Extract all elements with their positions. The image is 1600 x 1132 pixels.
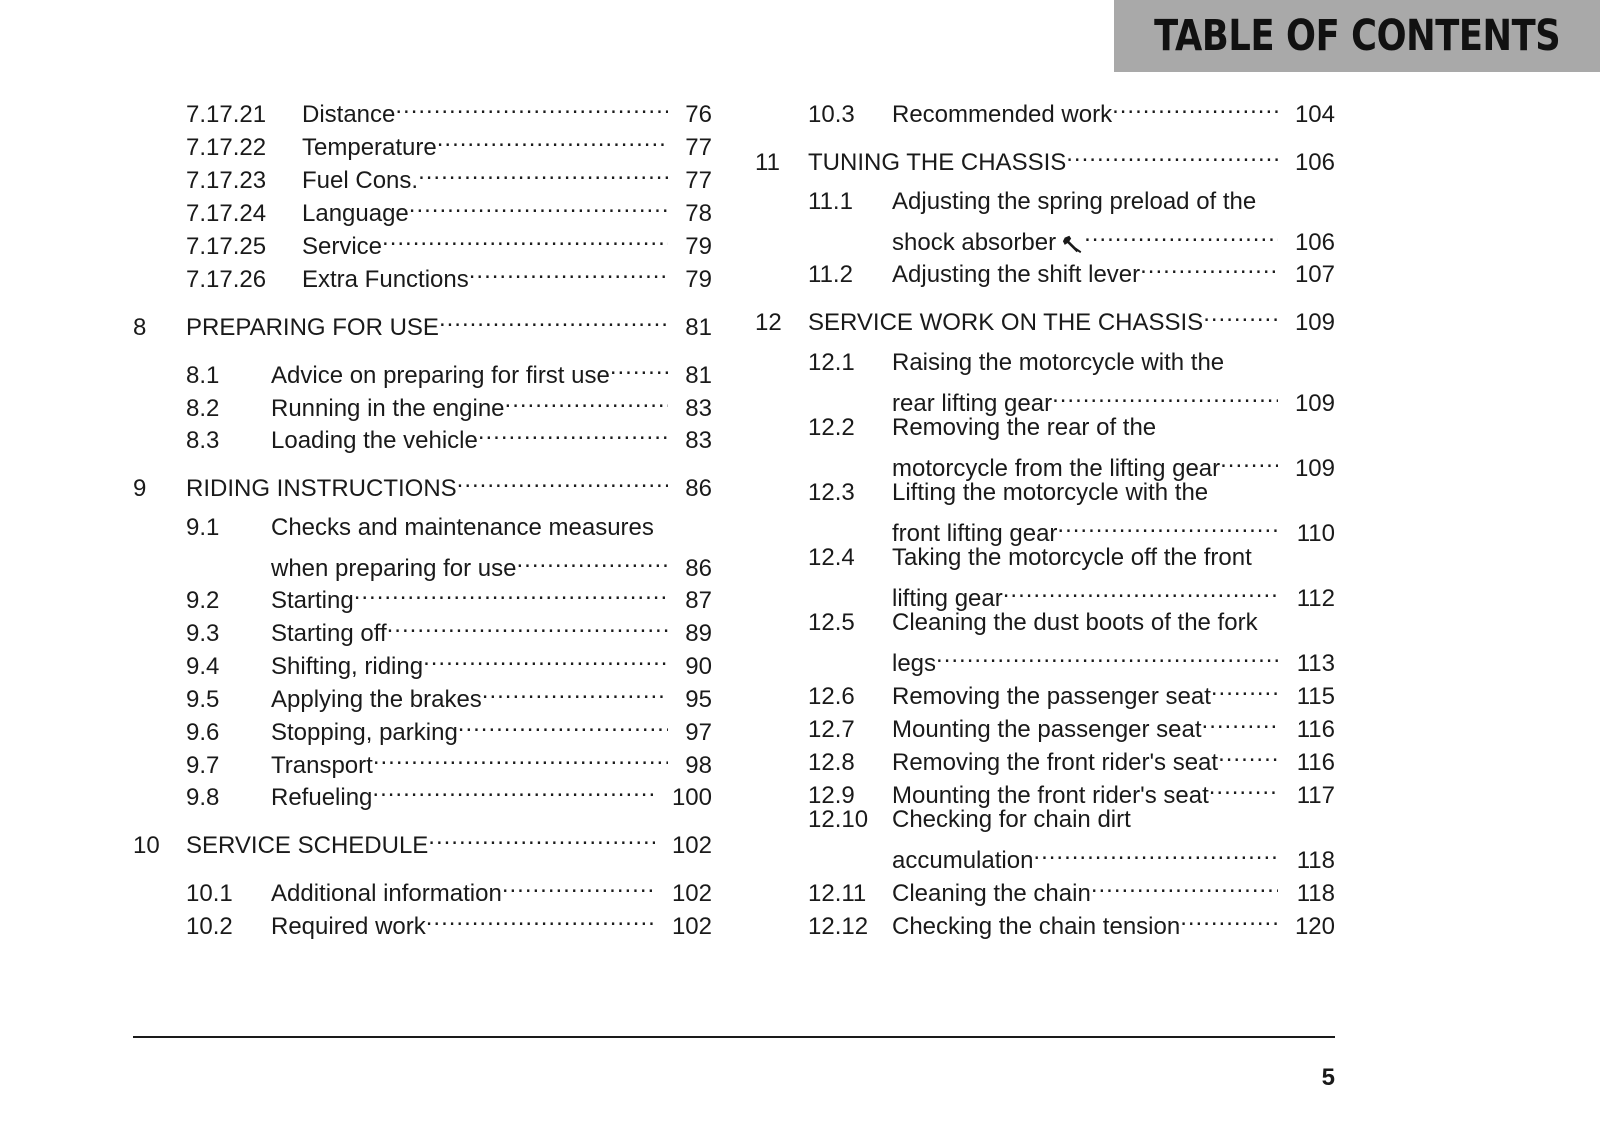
toc-entry-continuation[interactable] — [892, 218, 1335, 256]
toc-entry[interactable] — [186, 773, 712, 811]
toc-entry[interactable] — [808, 347, 1335, 379]
entry-page: 97 — [685, 719, 712, 746]
entry-page: 109 — [1294, 390, 1335, 417]
entry-page: 102 — [671, 913, 712, 940]
toc-chapter[interactable] — [133, 821, 712, 859]
toc-entry-continuation[interactable] — [271, 544, 712, 582]
entry-page: 106 — [1294, 229, 1335, 256]
chapter-number: 12 — [755, 309, 782, 336]
toc-chapter[interactable] — [755, 138, 1335, 176]
toc-entry[interactable] — [186, 416, 712, 454]
entry-page: 86 — [685, 555, 712, 582]
entry-number: 7.17.26 — [186, 266, 267, 293]
chapter-number: 8 — [133, 314, 147, 341]
dot-leader — [382, 222, 668, 254]
dot-leader — [395, 90, 668, 122]
entry-title: Checks and maintenance measures — [271, 514, 654, 541]
entry-title: Taking the motorcycle off the front — [892, 544, 1252, 571]
toc-entry[interactable] — [186, 222, 712, 260]
entry-title-continued: front lifting gear — [892, 520, 1058, 547]
entry-number: 7.17.24 — [186, 200, 267, 227]
toc-entry-continuation[interactable] — [892, 444, 1335, 482]
entry-title: Lifting the motorcycle with the — [892, 479, 1209, 506]
entry-page: 109 — [1294, 455, 1335, 482]
dot-leader — [1211, 672, 1278, 704]
entry-title: Adjusting the shift lever — [892, 261, 1141, 288]
entry-number: 9.5 — [186, 686, 220, 713]
dot-leader — [1180, 902, 1278, 934]
dot-leader — [1057, 509, 1278, 541]
dot-leader — [423, 642, 668, 674]
chapter-title: RIDING INSTRUCTIONS — [186, 475, 457, 502]
toc-entry[interactable] — [808, 542, 1335, 574]
entry-number: 11.1 — [808, 188, 853, 215]
entry-title: Required work — [271, 913, 426, 940]
entry-title: Cleaning the dust boots of the fork — [892, 609, 1258, 636]
entry-page: 77 — [685, 134, 712, 161]
entry-number: 7.17.23 — [186, 167, 267, 194]
entry-number: 9.3 — [186, 620, 220, 647]
toc-entry-continuation[interactable] — [892, 574, 1335, 612]
toc-entry[interactable] — [808, 477, 1335, 509]
entry-number: 7.17.21 — [186, 101, 267, 128]
toc-entry[interactable] — [808, 412, 1335, 444]
dot-leader — [936, 639, 1278, 671]
entry-title: Mounting the front rider's seat — [892, 782, 1209, 809]
section-header — [1114, 0, 1600, 72]
toc-entry[interactable] — [808, 738, 1335, 776]
toc-entry[interactable] — [808, 90, 1335, 128]
dot-leader — [1112, 90, 1278, 122]
entry-page: 83 — [685, 395, 712, 422]
entry-number: 9.4 — [186, 653, 220, 680]
chapter-title: PREPARING FOR USE — [186, 314, 439, 341]
entry-number: 12.4 — [808, 544, 855, 571]
toc-entry[interactable] — [186, 902, 712, 940]
entry-page: 87 — [685, 587, 712, 614]
entry-title: Additional information — [271, 880, 502, 907]
entry-number: 9.7 — [186, 752, 220, 779]
toc-chapter[interactable] — [755, 298, 1335, 336]
page-number: 5 — [1321, 1064, 1335, 1091]
toc-entry[interactable] — [808, 672, 1335, 710]
entry-number: 7.17.25 — [186, 233, 267, 260]
dot-leader — [1066, 138, 1278, 170]
chapter-title: TUNING THE CHASSIS — [808, 149, 1067, 176]
toc-entry[interactable] — [186, 741, 712, 779]
entry-number: 12.12 — [808, 913, 869, 940]
dot-leader — [457, 464, 668, 496]
entry-number: 12.9 — [808, 782, 855, 809]
entry-title: Temperature — [302, 134, 437, 161]
entry-title: Stopping, parking — [271, 719, 458, 746]
toc-entry[interactable] — [186, 708, 712, 746]
toc-entry[interactable] — [186, 609, 712, 647]
dot-leader — [469, 255, 668, 287]
entry-number: 7.17.22 — [186, 134, 267, 161]
toc-entry[interactable] — [186, 189, 712, 227]
entry-page: 95 — [685, 686, 712, 713]
chapter-title: SERVICE WORK ON THE CHASSIS — [808, 309, 1204, 336]
dot-leader — [1218, 738, 1278, 770]
entry-page: 81 — [685, 314, 712, 341]
toc-entry[interactable] — [808, 869, 1335, 907]
dot-leader — [1033, 836, 1278, 868]
toc-entry[interactable] — [808, 902, 1335, 940]
entry-page: 113 — [1296, 650, 1335, 677]
footer-divider — [133, 1036, 1335, 1038]
entry-number: 9.8 — [186, 784, 220, 811]
toc-chapter[interactable] — [133, 464, 712, 502]
dot-leader — [1003, 574, 1278, 606]
entry-number: 8.1 — [186, 362, 220, 389]
entry-page: 120 — [1294, 913, 1335, 940]
toc-entry-continuation[interactable] — [892, 836, 1335, 874]
toc-entry[interactable] — [186, 675, 712, 713]
entry-number: 12.3 — [808, 479, 855, 506]
entry-title: Checking the chain tension — [892, 913, 1181, 940]
dot-leader — [610, 351, 668, 383]
entry-number: 12.8 — [808, 749, 855, 776]
entry-page: 100 — [671, 784, 712, 811]
dot-leader — [426, 902, 655, 934]
entry-page: 102 — [671, 832, 712, 859]
dot-leader — [372, 773, 655, 805]
entry-title: Mounting the passenger seat — [892, 716, 1202, 743]
entry-title: Running in the engine — [271, 395, 505, 422]
toc-entry[interactable] — [186, 123, 712, 161]
entry-title: Service — [302, 233, 383, 260]
dot-leader — [387, 609, 668, 641]
entry-number: 9.6 — [186, 719, 220, 746]
toc-entry[interactable] — [186, 384, 712, 422]
toc-entry[interactable] — [186, 512, 712, 544]
entry-title-continued: when preparing for use — [271, 555, 517, 582]
entry-page: 118 — [1296, 847, 1335, 874]
entry-title: Advice on preparing for first use — [271, 362, 610, 389]
entry-number: 12.11 — [808, 880, 867, 907]
toc-entry[interactable] — [186, 90, 712, 128]
toc-entry[interactable] — [186, 255, 712, 293]
entry-page: 83 — [685, 427, 712, 454]
toc-entry[interactable] — [808, 804, 1335, 836]
entry-title-continued: accumulation — [892, 847, 1034, 874]
entry-title: Checking for chain dirt — [892, 806, 1131, 833]
entry-number: 9.1 — [186, 514, 220, 541]
entry-page: 116 — [1296, 716, 1335, 743]
entry-page: 81 — [685, 362, 712, 389]
entry-page: 117 — [1296, 782, 1335, 809]
entry-number: 10.3 — [808, 101, 855, 128]
entry-number: 8.3 — [186, 427, 220, 454]
dot-leader — [516, 544, 668, 576]
entry-title: Removing the passenger seat — [892, 683, 1211, 710]
dot-leader — [437, 123, 668, 155]
entry-page: 79 — [685, 233, 712, 260]
entry-title: Cleaning the chain — [892, 880, 1091, 907]
entry-title-continued: lifting gear — [892, 585, 1003, 612]
dot-leader — [505, 384, 668, 416]
dot-leader — [482, 675, 668, 707]
entry-page: 76 — [685, 101, 712, 128]
dot-leader — [418, 156, 668, 188]
entry-title: Language — [302, 200, 409, 227]
entry-title: Distance — [302, 101, 396, 128]
dot-leader — [1209, 771, 1278, 803]
entry-number: 10.2 — [186, 913, 233, 940]
entry-number: 12.6 — [808, 683, 855, 710]
entry-title: Starting — [271, 587, 354, 614]
entry-page: 90 — [685, 653, 712, 680]
entry-number: 12.1 — [808, 349, 855, 376]
entry-title: Removing the front rider's seat — [892, 749, 1219, 776]
dot-leader — [1203, 298, 1278, 330]
entry-page: 109 — [1294, 309, 1335, 336]
toc-entry[interactable] — [808, 705, 1335, 743]
entry-title: Recommended work — [892, 101, 1113, 128]
toc-entry-continuation[interactable] — [892, 639, 1335, 677]
dot-leader — [439, 303, 668, 335]
entry-page: 86 — [685, 475, 712, 502]
entry-title-continued: motorcycle from the lifting gear — [892, 455, 1221, 482]
chapter-number: 9 — [133, 475, 147, 502]
toc-entry-continuation[interactable] — [892, 509, 1335, 547]
entry-page: 115 — [1296, 683, 1335, 710]
dot-leader — [1140, 250, 1278, 282]
entry-page: 98 — [685, 752, 712, 779]
chapter-title: SERVICE SCHEDULE — [186, 832, 429, 859]
toc-entry[interactable] — [186, 642, 712, 680]
entry-title: Fuel Cons. — [302, 167, 419, 194]
dot-leader — [1220, 444, 1278, 476]
dot-leader — [354, 576, 668, 608]
chapter-number: 11 — [755, 149, 780, 176]
section-title: TABLE OF CONTENTS — [1153, 11, 1560, 61]
entry-page: 112 — [1296, 585, 1335, 612]
dot-leader — [478, 416, 668, 448]
entry-title-continued: rear lifting gear — [892, 390, 1053, 417]
entry-title: Adjusting the spring preload of the — [892, 188, 1257, 215]
dot-leader — [1052, 379, 1278, 411]
entry-page: 107 — [1294, 261, 1335, 288]
entry-page: 110 — [1296, 520, 1335, 547]
dot-leader — [373, 741, 668, 773]
entry-number: 12.2 — [808, 414, 855, 441]
entry-title-continued: legs — [892, 650, 937, 677]
entry-page: 116 — [1296, 749, 1335, 776]
dot-leader — [1084, 218, 1278, 250]
toc-entry[interactable] — [808, 607, 1335, 639]
entry-title-continued: shock absorber — [892, 229, 1057, 256]
entry-page: 89 — [685, 620, 712, 647]
entry-page: 79 — [685, 266, 712, 293]
entry-page: 118 — [1296, 880, 1335, 907]
toc-entry[interactable] — [186, 869, 712, 907]
toc-entry[interactable] — [186, 351, 712, 389]
toc-chapter[interactable] — [133, 303, 712, 341]
entry-title: Raising the motorcycle with the — [892, 349, 1225, 376]
entry-title: Loading the vehicle — [271, 427, 478, 454]
entry-number: 8.2 — [186, 395, 220, 422]
entry-title: Removing the rear of the — [892, 414, 1157, 441]
entry-number: 12.5 — [808, 609, 855, 636]
toc-entry[interactable] — [186, 156, 712, 194]
toc-entry[interactable] — [808, 186, 1335, 218]
entry-title: Transport — [271, 752, 373, 779]
dot-leader — [409, 189, 668, 221]
entry-page: 104 — [1294, 101, 1335, 128]
entry-title: Extra Functions — [302, 266, 469, 293]
entry-title: Shifting, riding — [271, 653, 424, 680]
dot-leader — [1091, 869, 1278, 901]
entry-number: 10.1 — [186, 880, 233, 907]
entry-page: 78 — [685, 200, 712, 227]
entry-title: Refueling — [271, 784, 373, 811]
toc-entry[interactable] — [808, 250, 1335, 288]
entry-page: 106 — [1294, 149, 1335, 176]
chapter-number: 10 — [133, 832, 160, 859]
entry-title: Starting off — [271, 620, 387, 647]
dot-leader — [458, 708, 668, 740]
entry-number: 12.7 — [808, 716, 855, 743]
entry-number: 11.2 — [808, 261, 853, 288]
toc-entry-continuation[interactable] — [892, 379, 1335, 417]
dot-leader — [502, 869, 655, 901]
entry-title: Applying the brakes — [271, 686, 482, 713]
entry-page: 77 — [685, 167, 712, 194]
dot-leader — [428, 821, 655, 853]
entry-number: 9.2 — [186, 587, 220, 614]
entry-page: 102 — [671, 880, 712, 907]
toc-entry[interactable] — [186, 576, 712, 614]
dot-leader — [1202, 705, 1278, 737]
toc-entry[interactable] — [808, 771, 1335, 809]
entry-number: 12.10 — [808, 806, 869, 833]
